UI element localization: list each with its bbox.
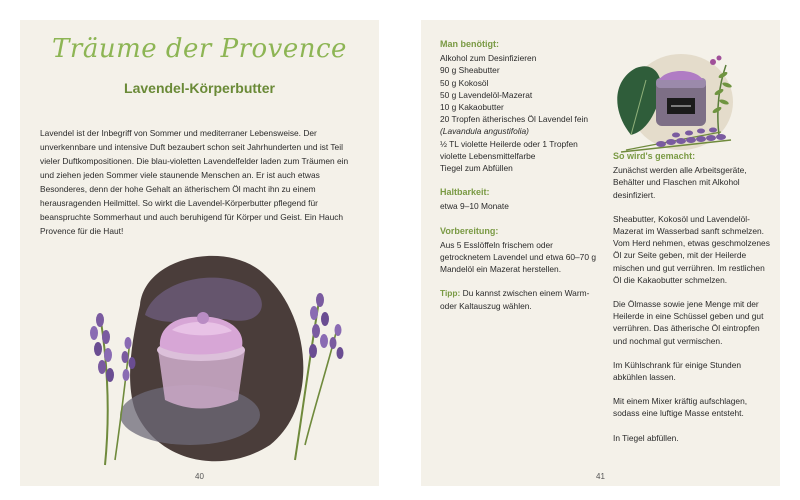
page-number: 41: [596, 472, 605, 481]
method-column: [613, 150, 773, 456]
ingredients-heading: Man benötigt:: [440, 39, 499, 49]
recipe-subtitle: Lavendel-Körperbutter: [124, 80, 275, 96]
preparation-heading: Vorbereitung:: [440, 225, 499, 236]
ingredient-item: ½ TL violette Heilerde oder 1 Tropfen: [440, 138, 578, 149]
right-page: [421, 20, 780, 486]
shelf-life-heading: Haltbarkeit:: [440, 187, 490, 198]
method-step: Mit einem Mixer kräftig aufschlagen, sodass eine luftige Masse entsteht.: [613, 396, 748, 419]
tip-text: Du kannst zwischen einem Warm- oder Kaltauszug wählen.: [440, 288, 590, 311]
method-step: Im Kühlschrank für einige Stunden abkühlen lassen.: [613, 359, 742, 383]
ingredient-item: 90 g Sheabutter: [440, 65, 500, 76]
ingredient-item: 50 g Lavendelöl-Mazerat: [440, 89, 533, 100]
lavender-butter-illustration: [70, 245, 350, 470]
page-title: Träume der Provence: [52, 34, 347, 64]
method-step: Zunächst werden alle Arbeitsgeräte, Behälter und Flaschen mit Alkohol desinfiziert.: [613, 165, 747, 200]
page-number: 40: [195, 472, 204, 481]
tip-label: Tipp:: [440, 288, 461, 299]
left-page: [20, 20, 379, 486]
method-step: Die Ölmasse sowie jene Menge mit der Heilerde in eine Schüssel geben und gut verrühren. Das ätherische Öl eintropfen und nochmal gut vermischen.: [613, 299, 764, 346]
shelf-life-value: etwa 9–10 Monate: [440, 201, 509, 212]
ingredient-item: violette Lebensmittelfarbe: [440, 150, 536, 161]
ingredient-item: (Lavandula angustifolia): [440, 126, 529, 137]
ingredient-item: 20 Tropfen ätherisches Öl Lavendel fein: [440, 114, 589, 125]
ingredient-item: Tiegel zum Abfüllen: [440, 163, 513, 174]
method-step: Sheabutter, Kokosöl und Lavendelöl-Mazerat im Wasserbad sanft schmelzen. Vom Herd nehmen, etwas geschmolzenes Öl zur Seite geben, mit der Heilerde mischen und gut verrühren. Im restlichen Öl die Kakaobutter schmelzen.: [613, 213, 770, 285]
method-heading: So wird's gemacht:: [613, 151, 696, 161]
ingredients-column: [440, 38, 600, 324]
ingredient-item: Alkohol zum Desinfizieren: [440, 53, 537, 64]
ingredient-item: 10 g Kakaobutter: [440, 102, 504, 113]
method-step: In Tiegel abfüllen.: [613, 432, 679, 443]
intro-paragraph: Lavendel ist der Inbegriff von Sommer und mediterraner Lebensweise. Der unverkennbare und intensive Duft bezaubert schon seit Jahrhunderten und ist Teil vieler Duftkompositionen. Die blau-violetten Lavendelfelder laden zum Träumen ein und ziehen jeden Sommer viele staunende Menschen an. Er ist auch etwas Besonderes, denn der hohe Gehalt an ätherischem Öl macht ihn zu einem herausragenden Heilmittel. So wirkt die Lavendel-Körperbutter pflegend für beanspruchte Sommerhaut und auch beruhigend für Körper und Geist. Ein Hauch Provence für die Haut!: [40, 128, 349, 236]
lavender-sprig-left-icon: [90, 313, 136, 465]
ingredient-item: 50 g Kokosöl: [440, 77, 489, 88]
tip: [440, 287, 600, 311]
preparation-text: Aus 5 Esslöffeln frischem oder getrocknetem Lavendel und etwa 60–70 g Mandelöl ein Mazerat herstellen.: [440, 239, 596, 275]
jar-and-plants-illustration: [601, 40, 751, 160]
